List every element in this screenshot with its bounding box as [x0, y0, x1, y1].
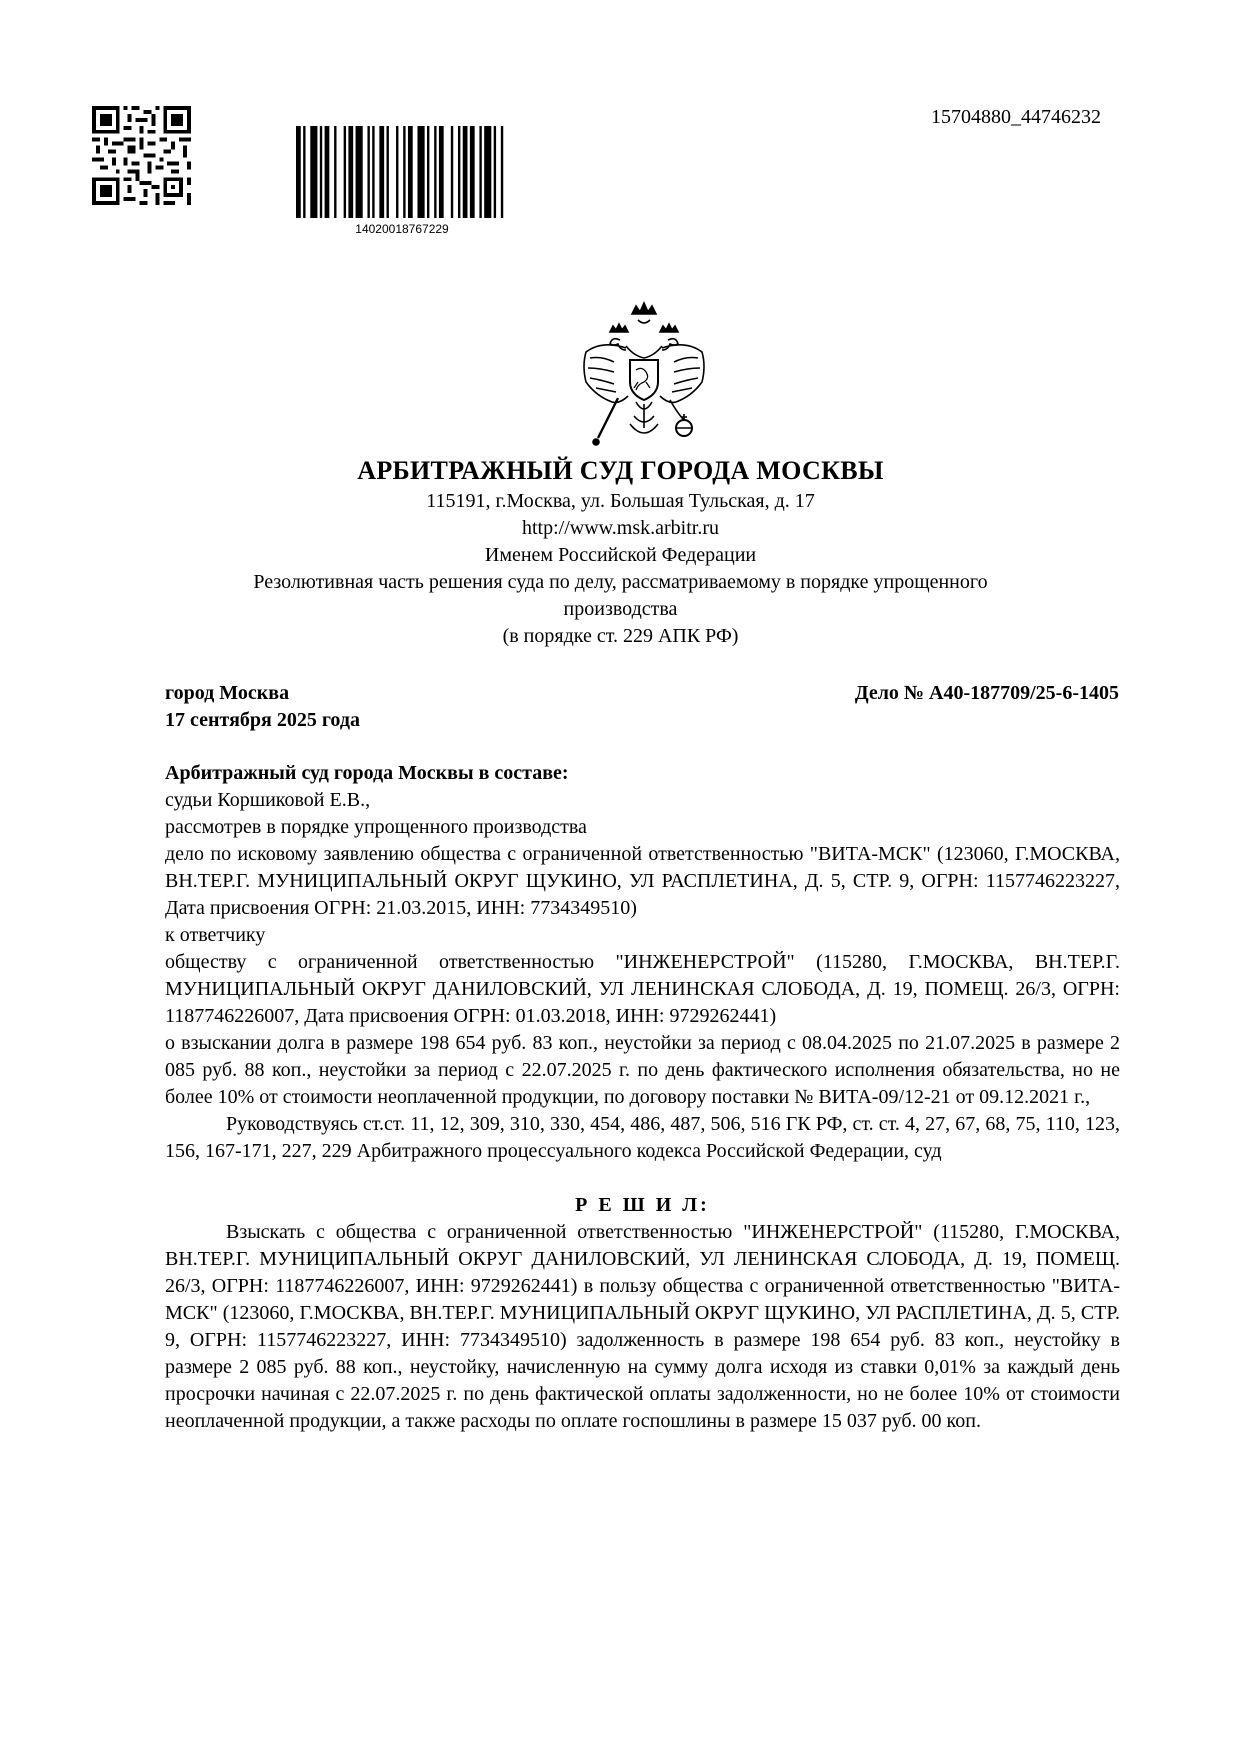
judge: судьи Коршиковой Е.В., — [165, 789, 371, 811]
procedure-note: рассмотрев в порядке упрощенного производства — [165, 816, 587, 838]
to-defendant: к ответчику — [165, 924, 266, 946]
city: город Москва — [165, 682, 290, 704]
decision-paragraph: Взыскать с общества с ограниченной ответственностью "ИНЖЕНЕРСТРОЙ" (115280, Г.МОСКВА, ВН.ТЕР.Г. МУНИЦИПАЛЬНЫЙ ОКРУГ ДАНИЛОВСКИЙ, УЛ ЛЕНИНСКАЯ СЛОБОДА, Д. 19, ПОМЕЩ. 26/3, ОГРН: 1187746226007, ИНН: 9729262441) в пользу общества с ограниченной ответственностью "ВИТА-МСК" (123060, Г.МОСКВА, ВН.ТЕР.Г. МУНИЦИПАЛЬНЫЙ ОКРУГ ЩУКИНО, УЛ РАСПЛЕТИНА, Д. 5, СТР. 9, ОГРН: 1157746223227, ИНН: 7734349510) задолженность в размере 198 654 руб. 83 коп., неустойку в размере 2 085 руб. 88 коп., неустойку, начисленную на сумму долга исходя из ставки 0,01% за каждый день просрочки начиная с 22.07.2025 г. по день фактической оплаты задолженности, но не более 10% от стоимости неоплаченной продукции, а также расходы по оплате госпошлины в размере 15 037 руб. 00 коп. — [165, 1221, 1120, 1432]
resolution-title-line1: Резолютивная часть решения суда по делу, рассматриваемому в порядке упрощенного — [253, 571, 988, 593]
case-number: Дело № А40-187709/25-6-1405 — [854, 682, 1119, 704]
coat-of-arms-emblem — [574, 296, 714, 450]
barcode-number: 14020018767229 — [355, 222, 449, 236]
qr-code — [92, 106, 191, 205]
legal-basis: Руководствуясь ст.ст. 11, 12, 309, 310, 330, 454, 486, 487, 506, 516 ГК РФ, ст. ст. 4, 27, 67, 68, 75, 110, 123, 156, 167-171, 227, 229 Арбитражного процессуального кодекса Российской Федерации, суд — [165, 1113, 1120, 1162]
court-website-link[interactable]: http://www.msk.arbitr.ru — [521, 517, 720, 539]
in-name-of-federation: Именем Российской Федерации — [484, 544, 757, 566]
document-id: 15704880_44746232 — [931, 106, 1101, 128]
court-composition: Арбитражный суд города Москвы в составе: — [165, 762, 569, 784]
decided-heading: Р Е Ш И Л: — [575, 1194, 710, 1216]
document-body — [165, 760, 1120, 1435]
resolution-title-line2: производства — [563, 598, 678, 620]
claimant-paragraph: дело по исковому заявлению общества с ограниченной ответственностью "ВИТА-МСК" (123060, Г.МОСКВА, ВН.ТЕР.Г. МУНИЦИПАЛЬНЫЙ ОКРУГ ЩУКИНО, УЛ РАСПЛЕТИНА, Д. 5, СТР. 9, ОГРН: 1157746223227, Дата присвоения ОГРН: 21.03.2015, ИНН: 7734349510) — [165, 843, 1120, 919]
barcode — [296, 126, 508, 218]
court-title: АРБИТРАЖНЫЙ СУД ГОРОДА МОСКВЫ — [357, 456, 884, 485]
claim-subject: о взыскании долга в размере 198 654 руб. 83 коп., неустойки за период с 08.04.2025 по 21.07.2025 в размере 2 085 руб. 88 коп., неустойки за период с 22.07.2025 г. по день фактического исполнения обязательства, но не более 10% от стоимости неоплаченной продукции, по договору поставки № ВИТА-09/12-21 от 09.12.2021 г., — [165, 1032, 1120, 1108]
court-address: 115191, г.Москва, ул. Большая Тульская, д. 17 — [426, 490, 815, 512]
defendant-paragraph: обществу с ограниченной ответственностью "ИНЖЕНЕРСТРОЙ" (115280, Г.МОСКВА, ВН.ТЕР.Г. МУНИЦИПАЛЬНЫЙ ОКРУГ ДАНИЛОВСКИЙ, УЛ ЛЕНИНСКАЯ СЛОБОДА, Д. 19, ПОМЕЩ. 26/3, ОГРН: 1187746226007, Дата присвоения ОГРН: 01.03.2018, ИНН: 9729262441) — [165, 951, 1120, 1027]
decision-date: 17 сентября 2025 года — [165, 709, 360, 731]
apk-reference: (в порядке ст. 229 АПК РФ) — [502, 625, 739, 647]
